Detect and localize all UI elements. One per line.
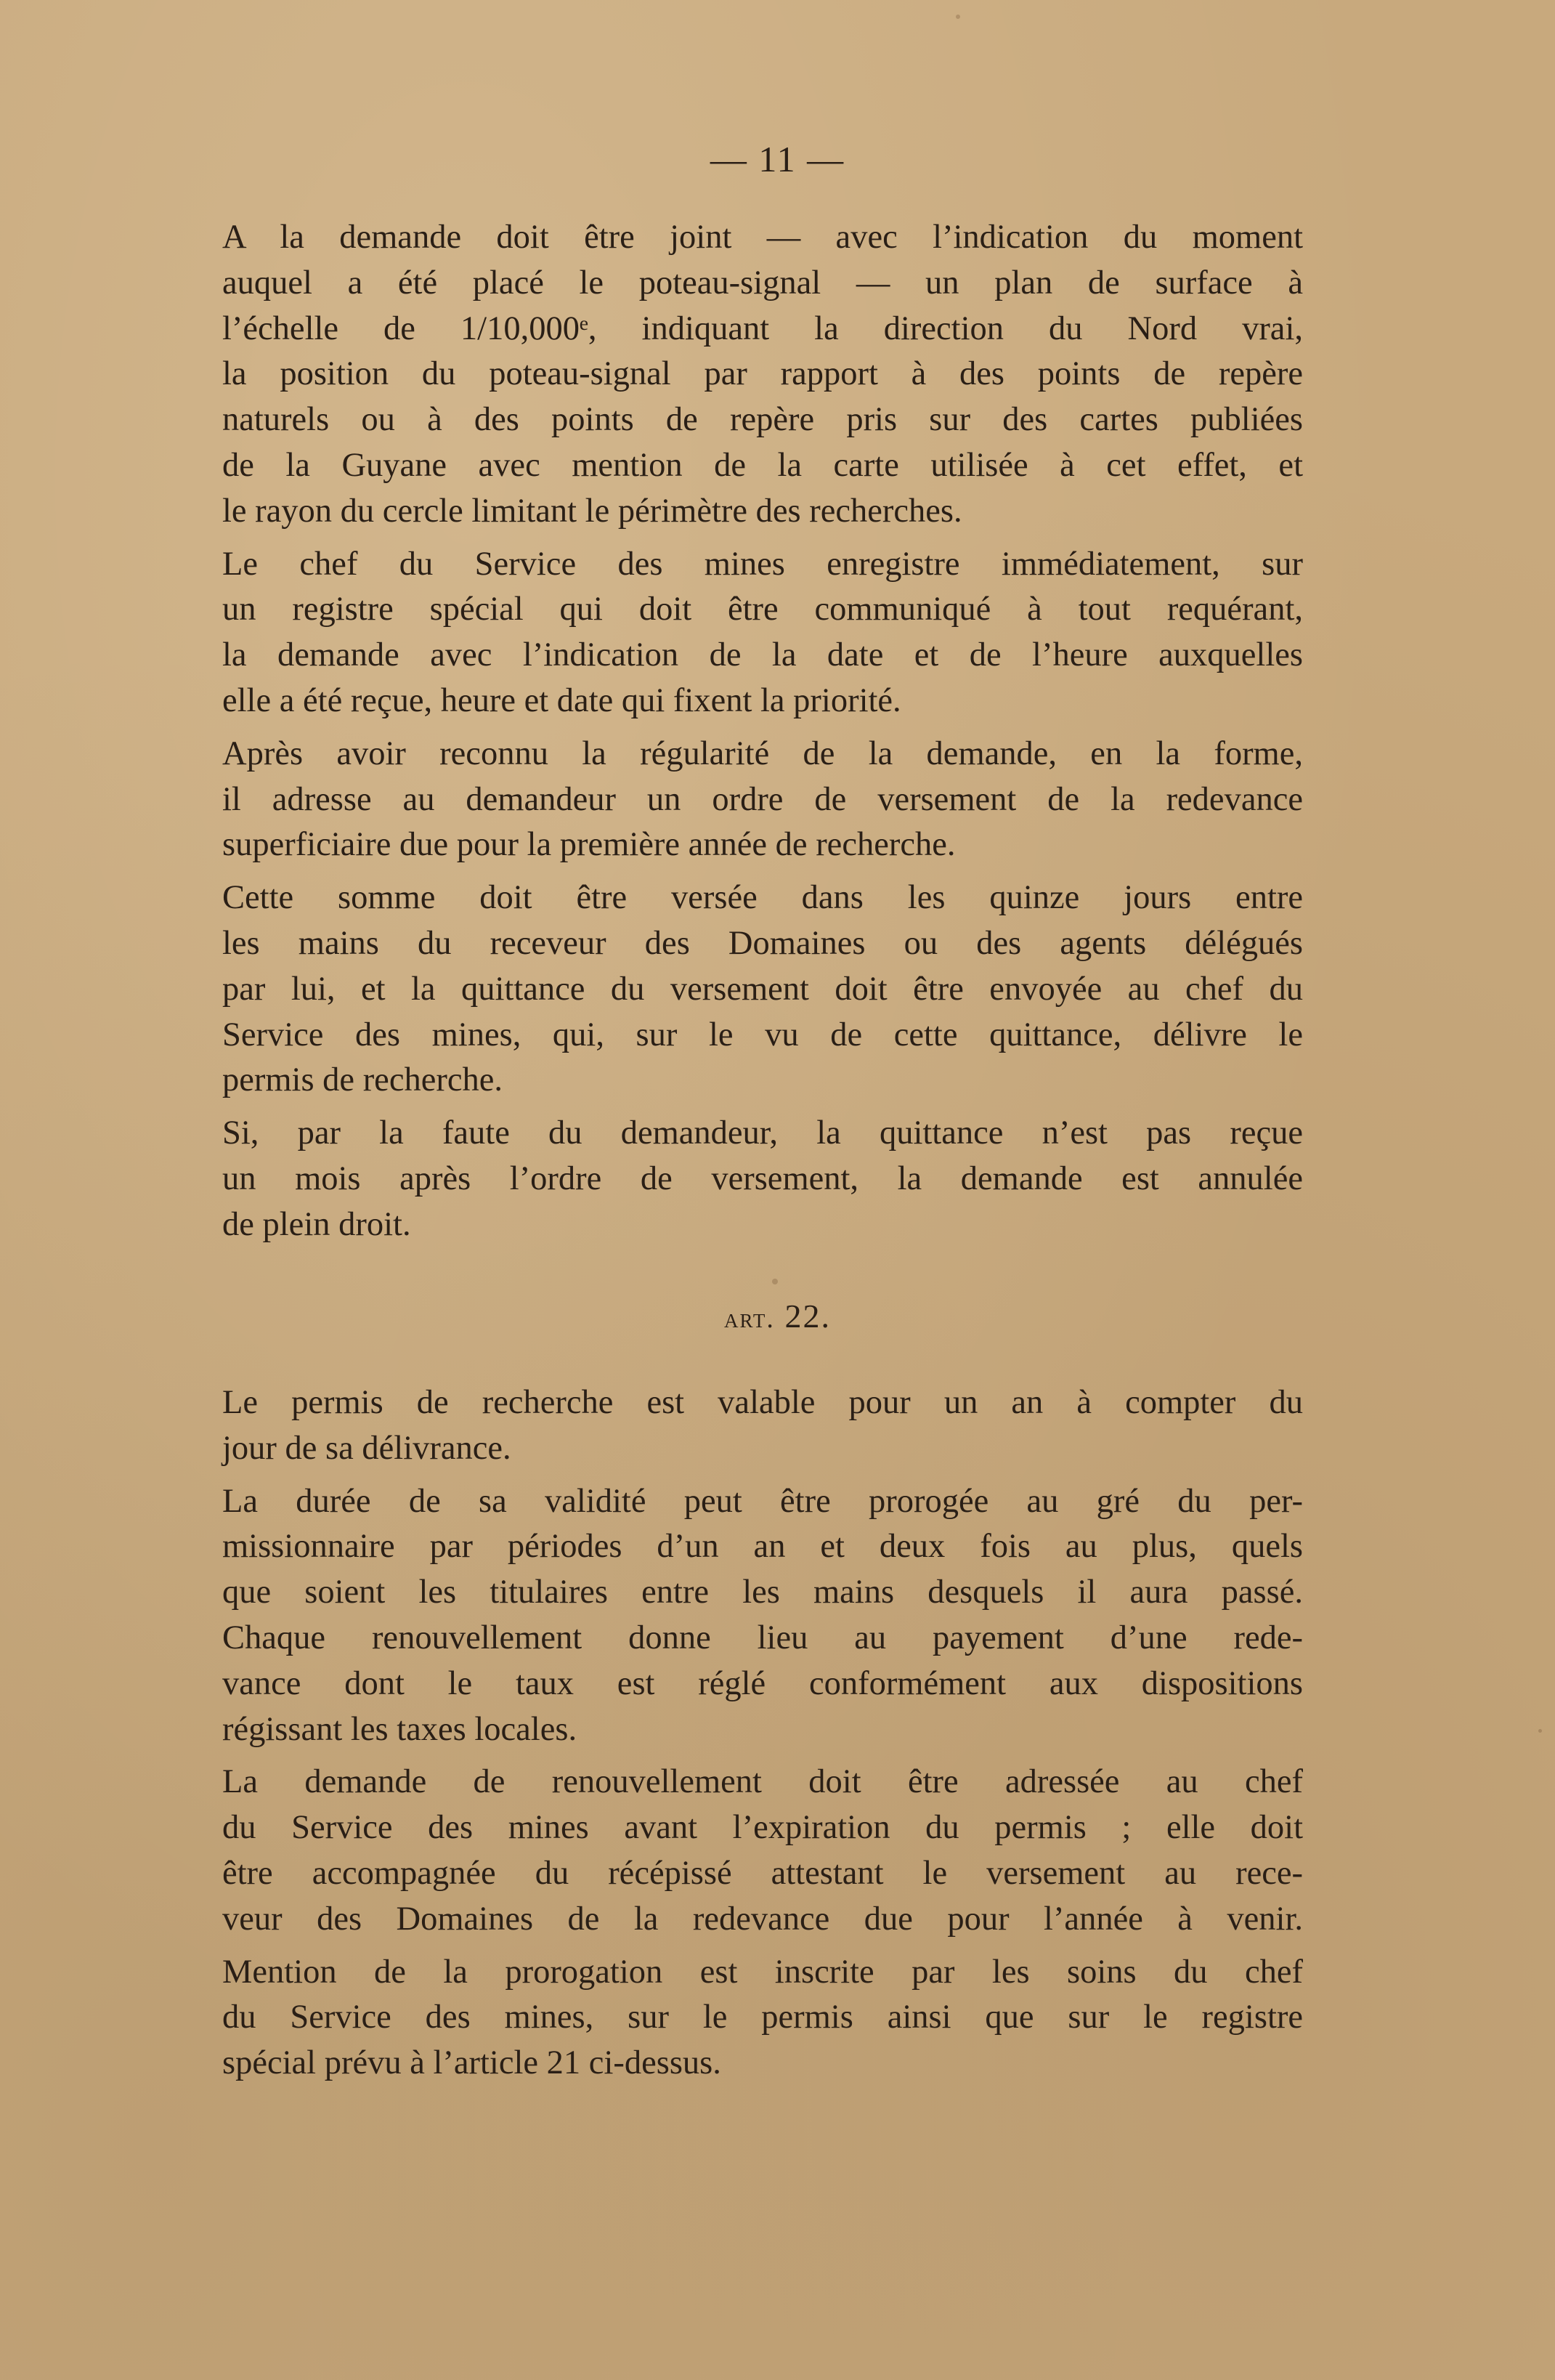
- text-line: l’échelle de 1/10,000ᵉ, indiquant la direction du Nord vrai,: [222, 309, 1303, 347]
- text-line: Chaque renouvellement donne lieu au payement d’une rede-: [222, 1619, 1303, 1656]
- text-line: Mention de la prorogation est inscrite par les soins du chef: [222, 1953, 1303, 1991]
- article-22-body: [179, 1380, 1303, 2094]
- text-line: du Service des mines avant l’expiration du permis ; elle doit: [222, 1809, 1303, 1847]
- text-line: un registre spécial qui doit être communiqué à tout requérant,: [222, 591, 1303, 628]
- paragraph: [179, 1111, 1303, 1247]
- text-line: par lui, et la quittance du versement doit être envoyée au chef du: [222, 970, 1303, 1008]
- text-line: La durée de sa validité peut être prorogée au gré du per-: [222, 1482, 1303, 1520]
- paper-stain: [772, 1279, 778, 1284]
- text-line: permis de recherche.: [222, 1061, 503, 1099]
- text-line: A la demande doit être joint — avec l’indication du moment: [222, 219, 1303, 256]
- paper-stain: [956, 15, 960, 19]
- text-line: régissant les taxes locales.: [222, 1710, 577, 1748]
- text-line: que soient les titulaires entre les mains desquels il aura passé.: [222, 1574, 1303, 1611]
- paragraph: [179, 1760, 1303, 1942]
- text-line: missionnaire par périodes d’un an et deux fois au plus, quels: [222, 1528, 1303, 1566]
- page-number: — 11 —: [710, 139, 845, 179]
- text-line: La demande de renouvellement doit être adressée au chef: [222, 1763, 1303, 1801]
- paragraph: [179, 215, 1303, 535]
- text-line: elle a été reçue, heure et date qui fixent la priorité.: [222, 681, 901, 719]
- paragraph: [179, 542, 1303, 724]
- text-line: vance dont le taux est réglé conformément aux dispositions: [222, 1664, 1303, 1702]
- text-line: Si, par la faute du demandeur, la quittance n’est pas reçue: [222, 1114, 1303, 1152]
- text-line: superficiaire due pour la première année de recherche.: [222, 826, 956, 864]
- paragraph: [179, 732, 1303, 868]
- text-line: naturels ou à des points de repère pris sur des cartes publiées: [222, 401, 1303, 439]
- text-line: la demande avec l’indication de la date et de l’heure auxquelles: [222, 636, 1303, 674]
- paragraph: [179, 875, 1303, 1104]
- article-21-continuation: [179, 215, 1303, 1255]
- paragraph: [179, 1380, 1303, 1472]
- text-line: un mois après l’ordre de versement, la demande est annulée: [222, 1159, 1303, 1197]
- text-line: Après avoir reconnu la régularité de la demande, en la forme,: [222, 734, 1303, 772]
- text-line: Cette somme doit être versée dans les quinze jours entre: [222, 879, 1303, 917]
- paragraph: [179, 1479, 1303, 1753]
- article-number: 22.: [784, 1298, 831, 1335]
- text-line: les mains du receveur des Domaines ou des agents délégués: [222, 924, 1303, 962]
- paragraph: [179, 1950, 1303, 2086]
- text-line: le rayon du cercle limitant le périmètre des recherches.: [222, 492, 962, 530]
- text-line: jour de sa délivrance.: [222, 1429, 511, 1467]
- text-line: veur des Domaines de la redevance due pour l’année à venir.: [222, 1900, 1303, 1938]
- text-line: de la Guyane avec mention de la carte utilisée à cet effet, et: [222, 446, 1303, 484]
- text-line: spécial prévu à l’article 21 ci-dessus.: [222, 2044, 721, 2082]
- text-line: il adresse au demandeur un ordre de versement de la redevance: [222, 780, 1303, 818]
- text-line: auquel a été placé le poteau-signal — un plan de surface à: [222, 264, 1303, 301]
- text-line: Service des mines, qui, sur le vu de cette quittance, délivre le: [222, 1016, 1303, 1053]
- article-heading: [0, 1297, 1555, 1335]
- text-line: Le permis de recherche est valable pour un an à compter du: [222, 1384, 1303, 1421]
- article-label: art.: [724, 1303, 775, 1334]
- text-line: être accompagnée du récépissé attestant le versement au rece-: [222, 1854, 1303, 1892]
- text-line: du Service des mines, sur le permis ainsi que sur le registre: [222, 1999, 1303, 2036]
- text-line: de plein droit.: [222, 1205, 411, 1243]
- text-line: Le chef du Service des mines enregistre immédiatement, sur: [222, 545, 1303, 583]
- text-line: la position du poteau-signal par rapport à des points de repère: [222, 355, 1303, 393]
- paper-stain: [1538, 1729, 1542, 1733]
